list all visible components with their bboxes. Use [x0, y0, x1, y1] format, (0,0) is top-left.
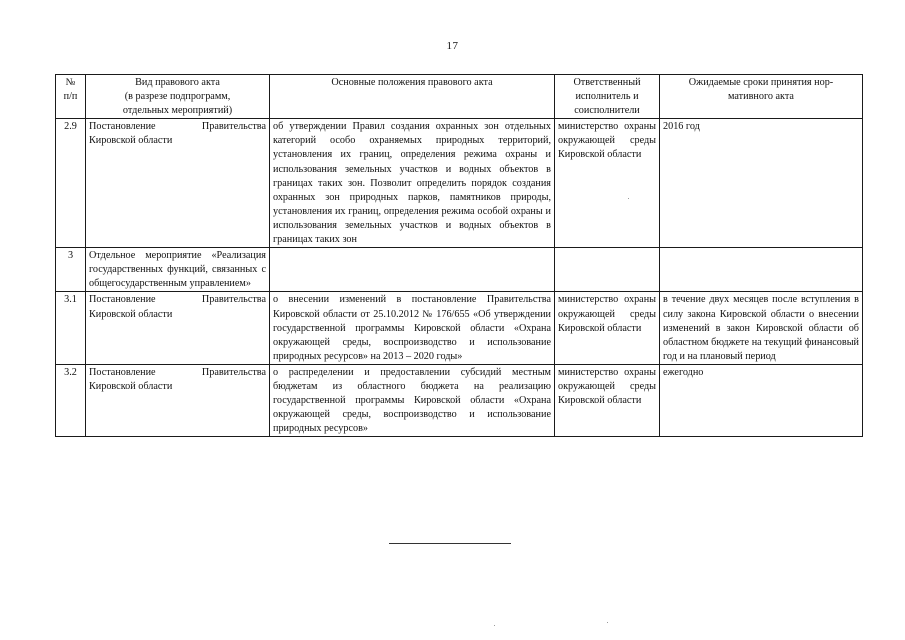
- scan-speck: [628, 198, 629, 199]
- scan-speck: [494, 625, 495, 626]
- row-act-type: Постановление Правительства Кировской области: [86, 119, 270, 248]
- row-number: 3.1: [56, 292, 86, 364]
- row-deadline: ежегодно: [660, 364, 863, 436]
- row-number: 3: [56, 248, 86, 292]
- row-act-type: Отдельное мероприятие «Реализация государственных функций, связанных с общегосударственным управлением»: [86, 248, 270, 292]
- row-deadline: 2016 год: [660, 119, 863, 248]
- header-provisions-label: Основные положения правового акта: [331, 77, 493, 88]
- header-provisions: [270, 75, 555, 119]
- header-act-type: [86, 75, 270, 119]
- row-number: 3.2: [56, 364, 86, 436]
- table-row: [56, 364, 863, 436]
- table-row: [56, 119, 863, 248]
- scan-speck: [607, 622, 608, 623]
- footer-divider: [389, 543, 511, 544]
- row-provisions: об утверждении Правил создания охранных зон отдельных категорий особо охраняемых природных территорий, установления их границ, определения режима охраны и использования земельных участков и водных объектов в границах таких зон. Позволит определить порядок создания охранных зон природных парков, памятников природы, установления их границ, определения режима особой охраны и использования земельных участков и водных объектов в границах таких зон: [270, 119, 555, 248]
- row-number: 2.9: [56, 119, 86, 248]
- header-responsible-label: Ответственный исполнитель и соисполнители: [573, 77, 641, 117]
- row-act-type: Постановление Правительства Кировской области: [86, 292, 270, 364]
- row-responsible: министерство охраны окружающей среды Кировской области: [555, 364, 660, 436]
- row-deadline: в течение двух месяцев после вступления в силу закона Кировской области о внесении изменений в закон Кировской области об областном бюджете на текущий финансовый год и на плановый период: [660, 292, 863, 364]
- header-responsible: [555, 75, 660, 119]
- table-row: [56, 248, 863, 292]
- header-number: [56, 75, 86, 119]
- table-header-row: [56, 75, 863, 119]
- header-deadline: [660, 75, 863, 119]
- table-row: [56, 292, 863, 364]
- row-provisions: о внесении изменений в постановление Правительства Кировской области от 25.10.2012 № 176/655 «Об утверждении государственной программы Кировской области «Охрана окружающей среды, воспроизводство и использование природных ресурсов» на 2013 – 2020 годы»: [270, 292, 555, 364]
- header-number-label: № п/п: [63, 77, 78, 103]
- row-act-type: Постановление Правительства Кировской области: [86, 364, 270, 436]
- row-responsible: [555, 248, 660, 292]
- row-responsible: министерство охраны окружающей среды Кировской области: [555, 119, 660, 248]
- header-deadline-label: Ожидаемые сроки принятия нор- мативного акта: [688, 77, 834, 103]
- row-provisions: о распределении и предоставлении субсидий местным бюджетам из областного бюджета на реализацию государственной программы Кировской области «Охрана окружающей среды, воспроизводство и использование природных ресурсов»: [270, 364, 555, 436]
- row-deadline: [660, 248, 863, 292]
- page-number: 17: [446, 40, 459, 52]
- row-responsible: министерство охраны окружающей среды Кировской области: [555, 292, 660, 364]
- row-provisions: [270, 248, 555, 292]
- header-act-type-label: Вид правового акта (в разрезе подпрограмм, отдельных мероприятий): [122, 77, 233, 117]
- legal-acts-table: [55, 74, 863, 437]
